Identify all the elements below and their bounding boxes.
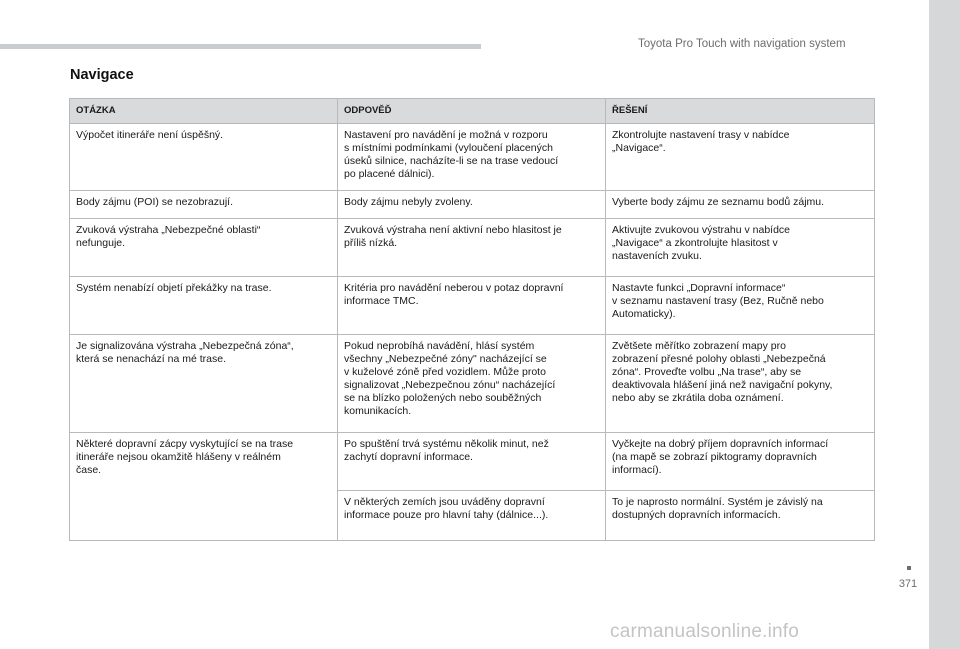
table-header-row xyxy=(70,99,875,124)
answer-cell: Zvuková výstraha není aktivní nebo hlasitost je příliš nízká. xyxy=(338,219,606,277)
solution-cell: Vyberte body zájmu ze seznamu bodů zájmu. xyxy=(606,191,875,219)
answer-cell: Pokud neprobíhá navádění, hlásí systém všechny „Nebezpečné zóny" nacházející se v kuželové zóně před vozidlem. Může proto signalizovat „Nebezpečnou zónu“ nacházející se na blízko položených nebo souběžných komunikacích. xyxy=(338,335,606,433)
answer-cell: Po spuštění trvá systému několik minut, než zachytí dopravní informace. xyxy=(338,433,606,491)
column-header-answer: ODPOVĚĎ xyxy=(338,99,606,124)
section-title: Navigace xyxy=(70,67,134,83)
column-header-question: OTÁZKA xyxy=(70,99,338,124)
question-cell: Body zájmu (POI) se nezobrazují. xyxy=(70,191,338,219)
watermark-logo: carmanualsonline.info xyxy=(610,621,800,642)
solution-cell: To je naprosto normální. Systém je závislý na dostupných dopravních informacích. xyxy=(606,491,875,541)
table-row xyxy=(70,335,875,433)
table-row xyxy=(70,219,875,277)
table-row xyxy=(70,433,875,491)
question-cell: Je signalizována výstraha „Nebezpečná zóna“, která se nenachází na mé trase. xyxy=(70,335,338,433)
question-cell: Výpočet itineráře není úspěšný. xyxy=(70,124,338,191)
question-cell: Zvuková výstraha „Nebezpečné oblasti“ nefunguje. xyxy=(70,219,338,277)
question-cell: Systém nenabízí objetí překážky na trase. xyxy=(70,277,338,335)
question-cell: Některé dopravní zácpy vyskytující se na trase itineráře nejsou okamžitě hlášeny v reálném čase. xyxy=(70,433,338,541)
answer-cell: Nastavení pro navádění je možná v rozporu s místními podmínkami (vyloučení placených úseků silnice, nacházíte-li se na trase vedoucí po placené dálnici). xyxy=(338,124,606,191)
header-accent-bar xyxy=(0,44,481,49)
table-row xyxy=(70,277,875,335)
answer-cell: Kritéria pro navádění neberou v potaz dopravní informace TMC. xyxy=(338,277,606,335)
page-number: 371 xyxy=(898,578,918,590)
solution-cell: Zvětšete měřítko zobrazení mapy pro zobrazení přesné polohy oblasti „Nebezpečná zóna“. Proveďte volbu „Na trase“, aby se deaktivovala hlášení jiná než navigační pokyny, nebo aby se zkrátila doba oznámení. xyxy=(606,335,875,433)
solution-cell: Nastavte funkci „Dopravní informace“ v seznamu nastavení trasy (Bez, Ručně nebo Automaticky). xyxy=(606,277,875,335)
troubleshooting-table xyxy=(69,98,875,541)
page-edge-strip xyxy=(929,0,960,649)
column-header-solution: ŘEŠENÍ xyxy=(606,99,875,124)
answer-cell: V některých zemích jsou uváděny dopravní informace pouze pro hlavní tahy (dálnice...). xyxy=(338,491,606,541)
solution-cell: Aktivujte zvukovou výstrahu v nabídce „Navigace“ a zkontrolujte hlasitost v nastaveních zvuku. xyxy=(606,219,875,277)
solution-cell: Vyčkejte na dobrý příjem dopravních informací (na mapě se zobrazí piktogramy dopravních informací). xyxy=(606,433,875,491)
table-row xyxy=(70,124,875,191)
answer-cell: Body zájmu nebyly zvoleny. xyxy=(338,191,606,219)
solution-cell: Zkontrolujte nastavení trasy v nabídce „Navigace“. xyxy=(606,124,875,191)
document-header-title: Toyota Pro Touch with navigation system xyxy=(638,38,846,50)
continuation-marker xyxy=(907,566,911,570)
table-row xyxy=(70,191,875,219)
